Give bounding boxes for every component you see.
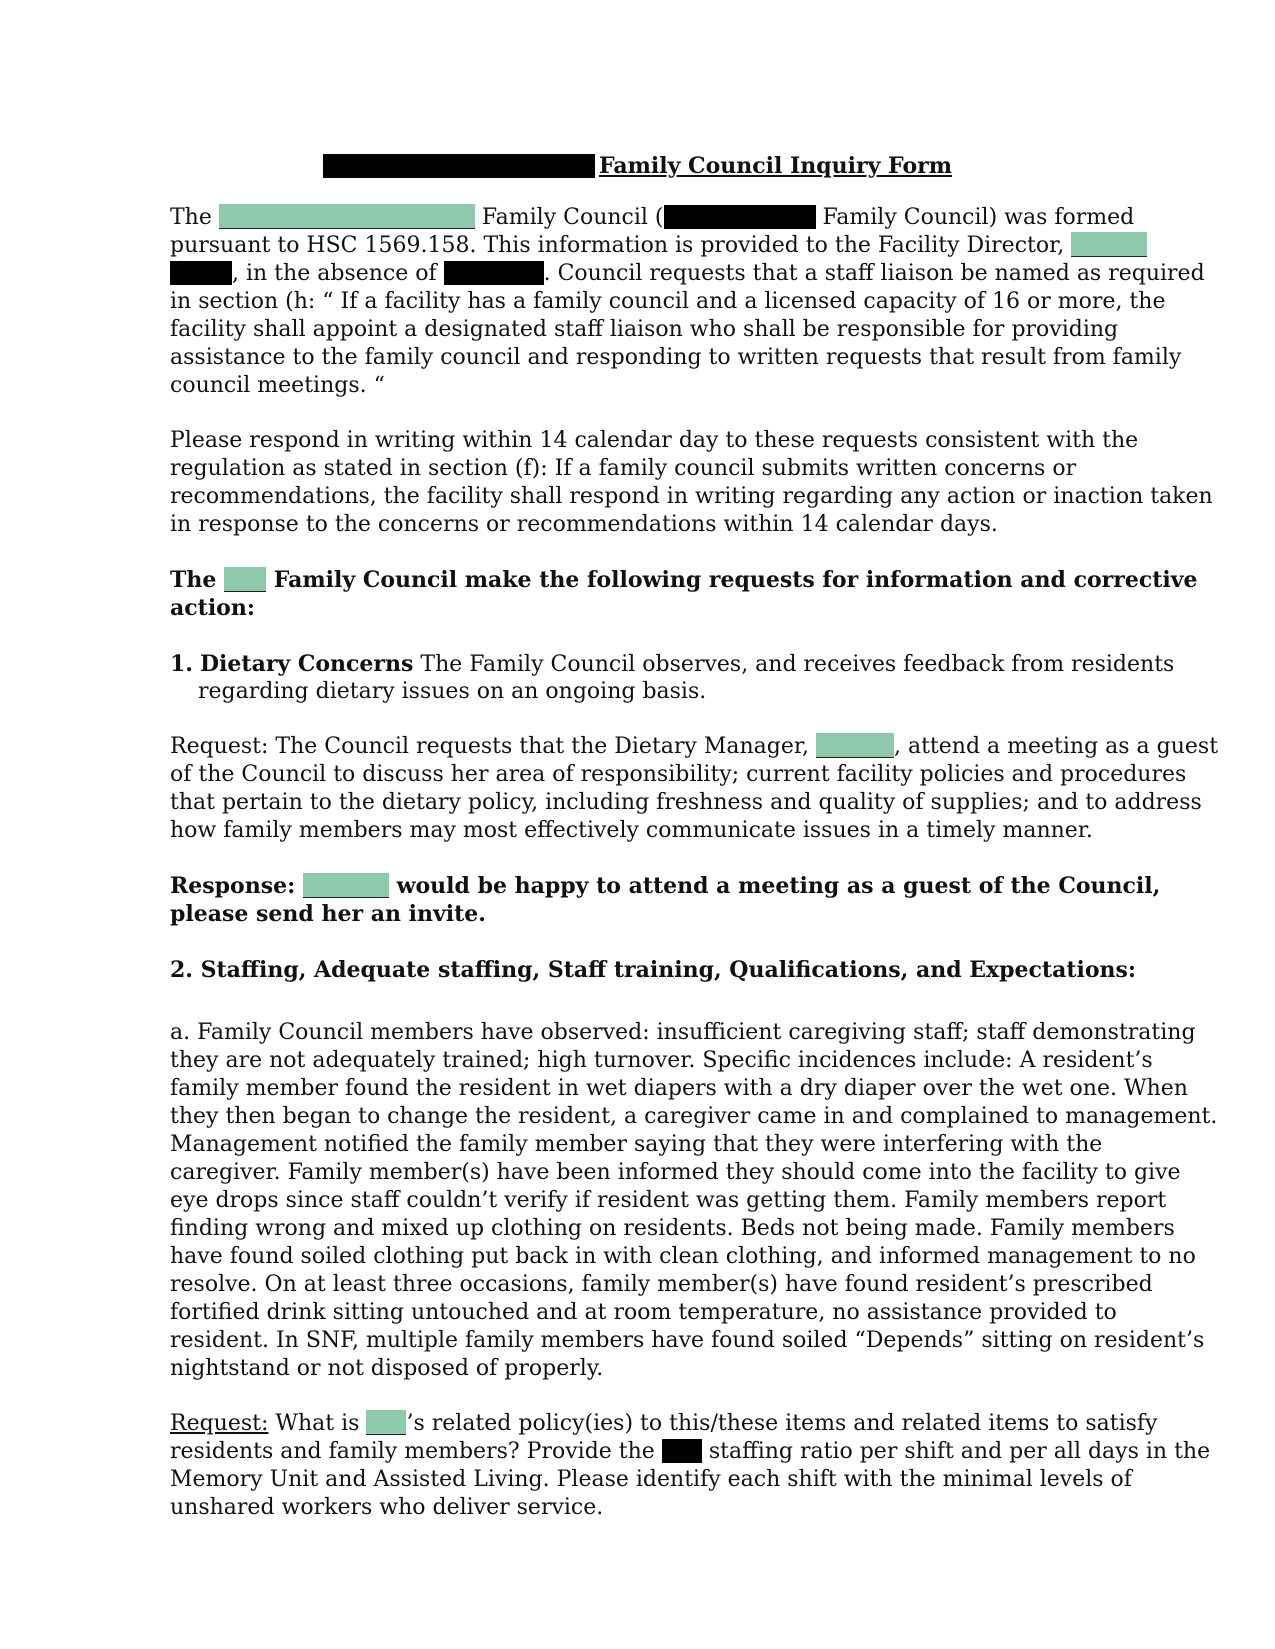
form-title-text: Family Council Inquiry Form	[598, 153, 953, 179]
item2-a-line: eye drops since staff couldn’t verify if resident was getting them. Family members report	[170, 1188, 1167, 1213]
item2-a-line: they then began to change the resident, a caregiver came in and complained to management.	[170, 1104, 1218, 1129]
item2-a-line: nightstand or not disposed of properly.	[170, 1356, 604, 1381]
item2-heading: 2. Staffing, Adequate staffing, Staff training, Qualifications, and Expectations:	[170, 957, 1137, 983]
item2-request-line-2: residents and family members? Provide the staffing ratio per shift and per all days in the	[170, 1439, 1211, 1464]
requests-heading-line-2: action:	[170, 595, 255, 621]
item1-request-line-3: that pertain to the dietary policy, including freshness and quality of supplies; and to address	[170, 790, 1202, 815]
item2-a-line: family member found the resident in wet diapers with a dry diaper over the wet one. When	[170, 1076, 1188, 1101]
highlighted-name	[219, 204, 475, 229]
highlighted-name	[366, 1410, 406, 1435]
intro-line-7: council meetings. “	[170, 373, 385, 398]
redaction-block	[170, 261, 232, 285]
intro-line-3: , in the absence of . Council requests that a staff liaison be named as required	[170, 260, 1205, 288]
highlighted-name	[816, 733, 894, 758]
item2-request-line-1: Request: What is ’s related policy(ies) to this/these items and related items to satisfy	[170, 1411, 1158, 1436]
redaction-block	[664, 205, 816, 229]
request-label: Request:	[170, 1411, 269, 1436]
item2-request-line-3: Memory Unit and Assisted Living. Please identify each shift with the minimal levels of	[170, 1467, 1132, 1492]
item2-request-line-4: unshared workers who deliver service.	[170, 1495, 604, 1520]
highlighted-name	[224, 567, 266, 592]
highlighted-name	[1071, 232, 1147, 257]
redaction-block	[662, 1439, 702, 1463]
highlighted-name	[303, 873, 389, 898]
item2-a-line: resident. In SNF, multiple family members have found soiled “Depends” sitting on resident’s	[170, 1328, 1205, 1353]
item2-a-line: finding wrong and mixed up clothing on residents. Beds not being made. Family members	[170, 1216, 1175, 1241]
intro-line-1: The Family Council ( Family Council) was formed	[170, 205, 1135, 230]
respond-line-4: in response to the concerns or recommendations within 14 calendar days.	[170, 512, 998, 537]
respond-line-2: regulation as stated in section (f): If a family council submits written concerns or	[170, 456, 1077, 481]
item2-a-line: they are not adequately trained; high turnover. Specific incidences include: A resident’s	[170, 1048, 1153, 1073]
form-title	[0, 152, 1275, 180]
item2-a-line: have found soiled clothing put back in with clean clothing, and informed management to no	[170, 1244, 1196, 1269]
item1-response-line-1: Response: would be happy to attend a meeting as a guest of the Council,	[170, 873, 1161, 899]
respond-line-3: recommendations, the facility shall respond in writing regarding any action or inaction taken	[170, 484, 1213, 509]
item1-request-line-4: how family members may most effectively communicate issues in a timely manner.	[170, 818, 1093, 843]
item2-a-line: a. Family Council members have observed: insufficient caregiving staff; staff demonstrating	[170, 1020, 1196, 1045]
intro-line-6: assistance to the family council and responding to written requests that result from family	[170, 345, 1182, 370]
redaction-block	[323, 154, 595, 178]
intro-line-2: pursuant to HSC 1569.158. This information is provided to the Facility Director,	[170, 232, 1147, 260]
item1-request-line-1: Request: The Council requests that the Dietary Manager, , attend a meeting as a guest	[170, 734, 1219, 759]
item1-response-line-2: please send her an invite.	[170, 901, 486, 927]
item1-request-line-2: of the Council to discuss her area of responsibility; current facility policies and procedures	[170, 762, 1187, 787]
intro-line-4: in section (h: “ If a facility has a family council and a licensed capacity of 16 or more, the	[170, 289, 1166, 314]
item2-a-line: caregiver. Family member(s) have been informed they should come into the facility to give	[170, 1160, 1181, 1185]
intro-line-5: facility shall appoint a designated staff liaison who shall be responsible for providing	[170, 317, 1119, 342]
item2-a-line: fortified drink sitting untouched and at room temperature, no assistance provided to	[170, 1300, 1117, 1325]
requests-heading-line-1: The Family Council make the following requests for information and corrective	[170, 567, 1198, 593]
item1-line-2: regarding dietary issues on an ongoing basis.	[198, 679, 707, 704]
item1-line-1: 1. Dietary Concerns The Family Council observes, and receives feedback from residents	[170, 651, 1175, 677]
respond-line-1: Please respond in writing within 14 calendar day to these requests consistent with the	[170, 428, 1139, 453]
item2-a-line: resolve. On at least three occasions, family member(s) have found resident’s prescribed	[170, 1272, 1153, 1297]
redaction-block	[444, 261, 544, 285]
item2-a-line: Management notified the family member saying that they were interfering with the	[170, 1132, 1103, 1157]
item1-heading: Dietary Concerns	[199, 651, 414, 677]
